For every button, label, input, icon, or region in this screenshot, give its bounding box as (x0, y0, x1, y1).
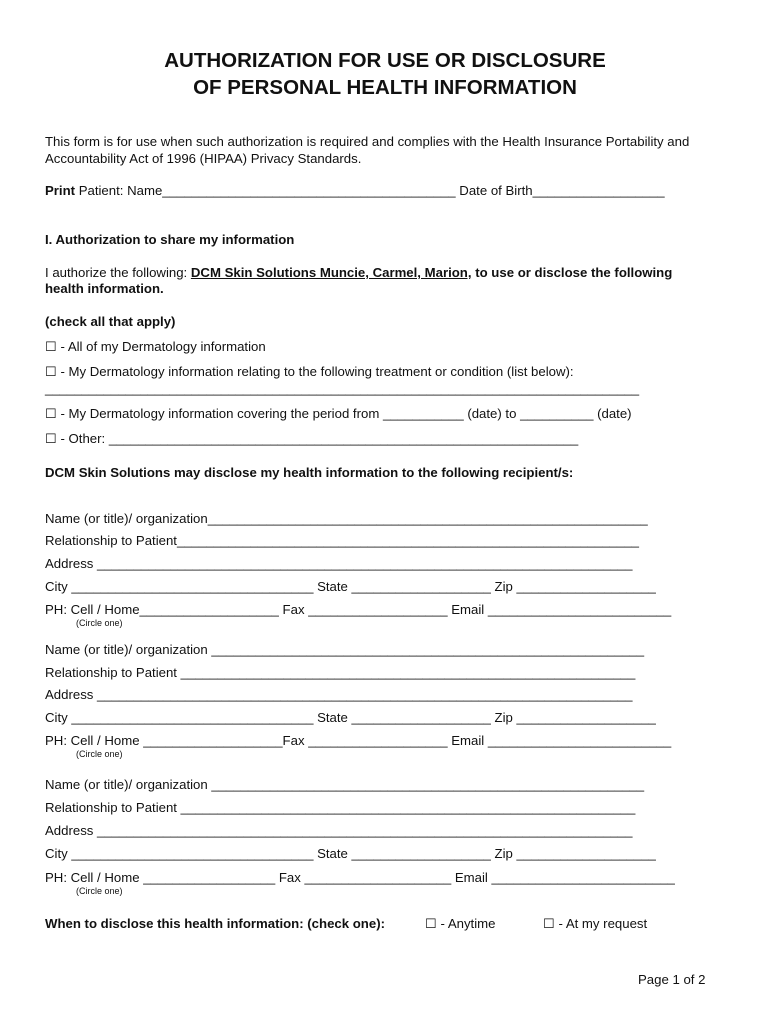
intro-text-line-2: Accountability Act of 1996 (HIPAA) Privacy Standards. (45, 151, 362, 166)
option-other-checkbox[interactable]: ☐ - Other: ________________________________________________________________ (45, 431, 579, 446)
at-my-request-checkbox[interactable]: ☐ - At my request (543, 916, 648, 931)
authorize-statement (45, 265, 672, 281)
authorized-entity: DCM Skin Solutions Muncie, Carmel, Marion, (190, 265, 472, 280)
form-title-line-2: OF PERSONAL HEALTH INFORMATION (193, 76, 577, 99)
recipient-relationship-field[interactable]: Relationship to Patient ______________________________________________________________ (45, 800, 636, 815)
patient-info-line (45, 183, 665, 199)
treatment-list-field[interactable]: _________________________________________________________________________________ (45, 381, 640, 396)
recipient-address-field[interactable]: Address _________________________________________________________________________ (45, 556, 633, 571)
check-all-instruction: (check all that apply) (45, 314, 176, 329)
recipients-heading: DCM Skin Solutions may disclose my health information to the following recipient/s: (45, 465, 574, 480)
recipient-name-field[interactable]: Name (or title)/ organization ___________________________________________________________ (45, 642, 645, 657)
recipient-relationship-field[interactable]: Relationship to Patient ______________________________________________________________ (45, 665, 636, 680)
recipient-phone-email-field[interactable]: PH: Cell / Home ___________________Fax ___________________ Email _________________________ (45, 733, 672, 748)
anytime-checkbox[interactable]: ☐ - Anytime (425, 916, 496, 931)
authorize-statement-line-2: health information. (45, 281, 164, 296)
authorize-suffix: to use or disclose the following (471, 265, 673, 280)
option-treatment-checkbox[interactable]: ☐ - My Dermatology information relating to the following treatment or condition (list below): (45, 364, 574, 379)
recipient-relationship-field[interactable]: Relationship to Patient_______________________________________________________________ (45, 533, 640, 548)
recipient-name-field[interactable]: Name (or title)/ organization ___________________________________________________________ (45, 777, 645, 792)
section-1-heading: I. Authorization to share my information (45, 232, 295, 247)
circle-one-note: (Circle one) (76, 618, 123, 628)
recipient-city-state-zip-field[interactable]: City _________________________________ State ___________________ Zip ___________________ (45, 579, 656, 594)
recipient-address-field[interactable]: Address _________________________________________________________________________ (45, 687, 633, 702)
recipient-city-state-zip-field[interactable]: City _________________________________ State ___________________ Zip ___________________ (45, 710, 656, 725)
recipient-phone-email-field[interactable]: PH: Cell / Home___________________ Fax ___________________ Email _________________________ (45, 602, 672, 617)
recipient-name-field[interactable]: Name (or title)/ organization____________________________________________________________ (45, 511, 648, 526)
patient-name-dob-field[interactable]: Patient: Name________________________________________ Date of Birth__________________ (75, 183, 665, 198)
option-period-checkbox[interactable]: ☐ - My Dermatology information covering the period from ___________ (date) to __________ (date) (45, 406, 632, 421)
when-to-disclose-label: When to disclose this health information: (check one): (45, 916, 385, 931)
circle-one-note: (Circle one) (76, 749, 123, 759)
recipient-address-field[interactable]: Address _________________________________________________________________________ (45, 823, 633, 838)
page-number: Page 1 of 2 (638, 972, 706, 987)
form-title-line-1: AUTHORIZATION FOR USE OR DISCLOSURE (164, 49, 606, 72)
recipient-phone-email-field[interactable]: PH: Cell / Home __________________ Fax ____________________ Email _________________________ (45, 870, 675, 885)
intro-text-line-1: This form is for use when such authorization is required and complies with the Health Insurance Portability and (45, 134, 690, 149)
recipient-city-state-zip-field[interactable]: City _________________________________ State ___________________ Zip ___________________ (45, 846, 656, 861)
print-label: Print (45, 183, 76, 198)
authorize-prefix: I authorize the following: (45, 265, 191, 280)
circle-one-note: (Circle one) (76, 886, 123, 896)
option-all-info-checkbox[interactable]: ☐ - All of my Dermatology information (45, 339, 266, 354)
